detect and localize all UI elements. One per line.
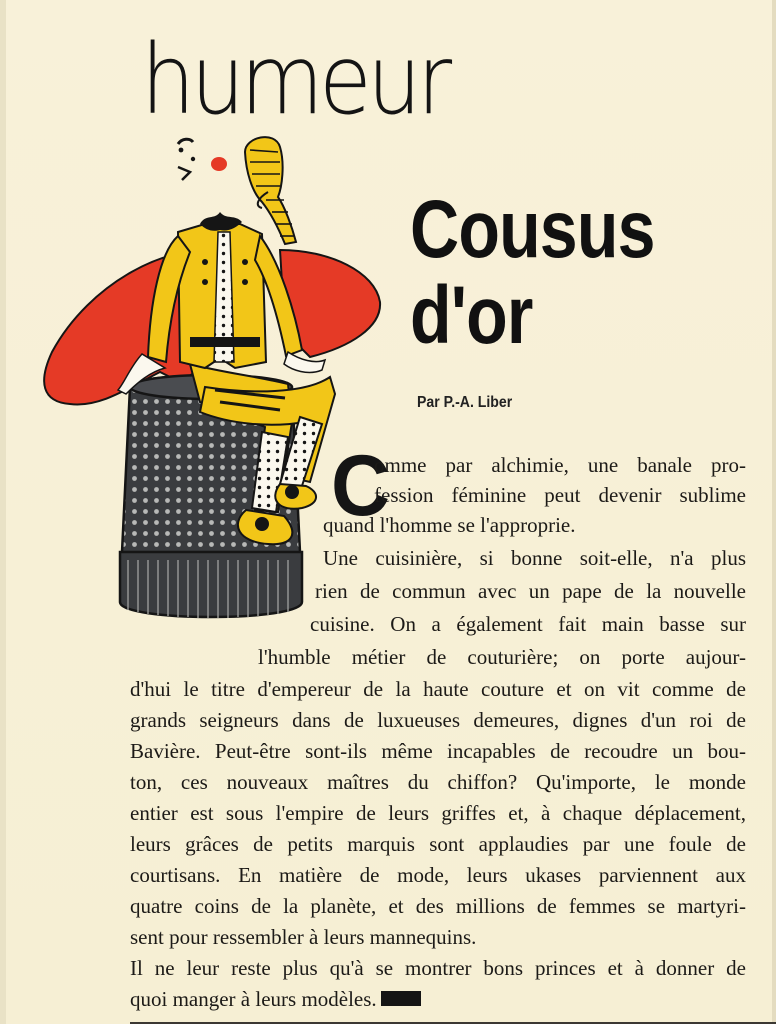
section-title: humeur (141, 24, 448, 136)
text-line: rien de commun avec un pape de la nouvelle (315, 579, 746, 603)
text-line: Il ne leur reste plus qu'à se montrer bons princes et à donner de (130, 956, 746, 980)
text-line: quoi manger à leurs modèles. (130, 987, 377, 1011)
text-line: quand l'homme se l'approprie. (323, 513, 576, 537)
end-mark (381, 991, 421, 1006)
page-right-edge (772, 0, 776, 1024)
text-line: d'hui le titre d'empereur de la haute couture et on vit comme de (130, 677, 746, 701)
text-line: ton, ces nouveaux maîtres du chiffon? Qu'importe, le monde (130, 770, 746, 794)
byline: Par P.-A. Liber (417, 394, 513, 411)
text-line: omme par alchimie, une banale pro- (374, 453, 746, 477)
text-line: sent pour ressembler à leurs mannequins. (130, 925, 477, 949)
red-lips (211, 157, 227, 171)
text-line: entier est sous l'empire de leurs griffes et, à chaque déplacement, (130, 801, 746, 825)
last-text-line (130, 986, 460, 1012)
headline (410, 184, 655, 361)
headline-line-1: Cousus (410, 184, 655, 275)
text-line: courtisans. En matière de mode, leurs ukases parviennent aux (130, 863, 746, 887)
text-line: quatre coins de la planète, et des millions de femmes se martyri- (130, 894, 746, 918)
text-line: cuisine. On a également fait main basse sur (310, 612, 746, 636)
page-left-edge (0, 0, 6, 1024)
text-line: fession féminine peut devenir sublime (374, 483, 746, 507)
eye (178, 139, 193, 144)
text-line: Bavière. Peut-être sont-ils même incapables de recoudre un bou- (130, 739, 746, 763)
text-line: grands seigneurs dans de luxueuses demeures, dignes d'un roi de (130, 708, 746, 732)
mouth-line (178, 167, 190, 180)
headline-line-2: d'or (410, 270, 533, 361)
wig-ponytail (245, 137, 296, 244)
text-line: leurs grâces de petits marquis sont applaudies par une foule de (130, 832, 746, 856)
text-line: Une cuisinière, si bonne soit-elle, n'a plus (323, 546, 746, 570)
drop-cap: C (331, 438, 391, 534)
text-line: l'humble métier de couturière; on porte aujour- (258, 645, 746, 669)
